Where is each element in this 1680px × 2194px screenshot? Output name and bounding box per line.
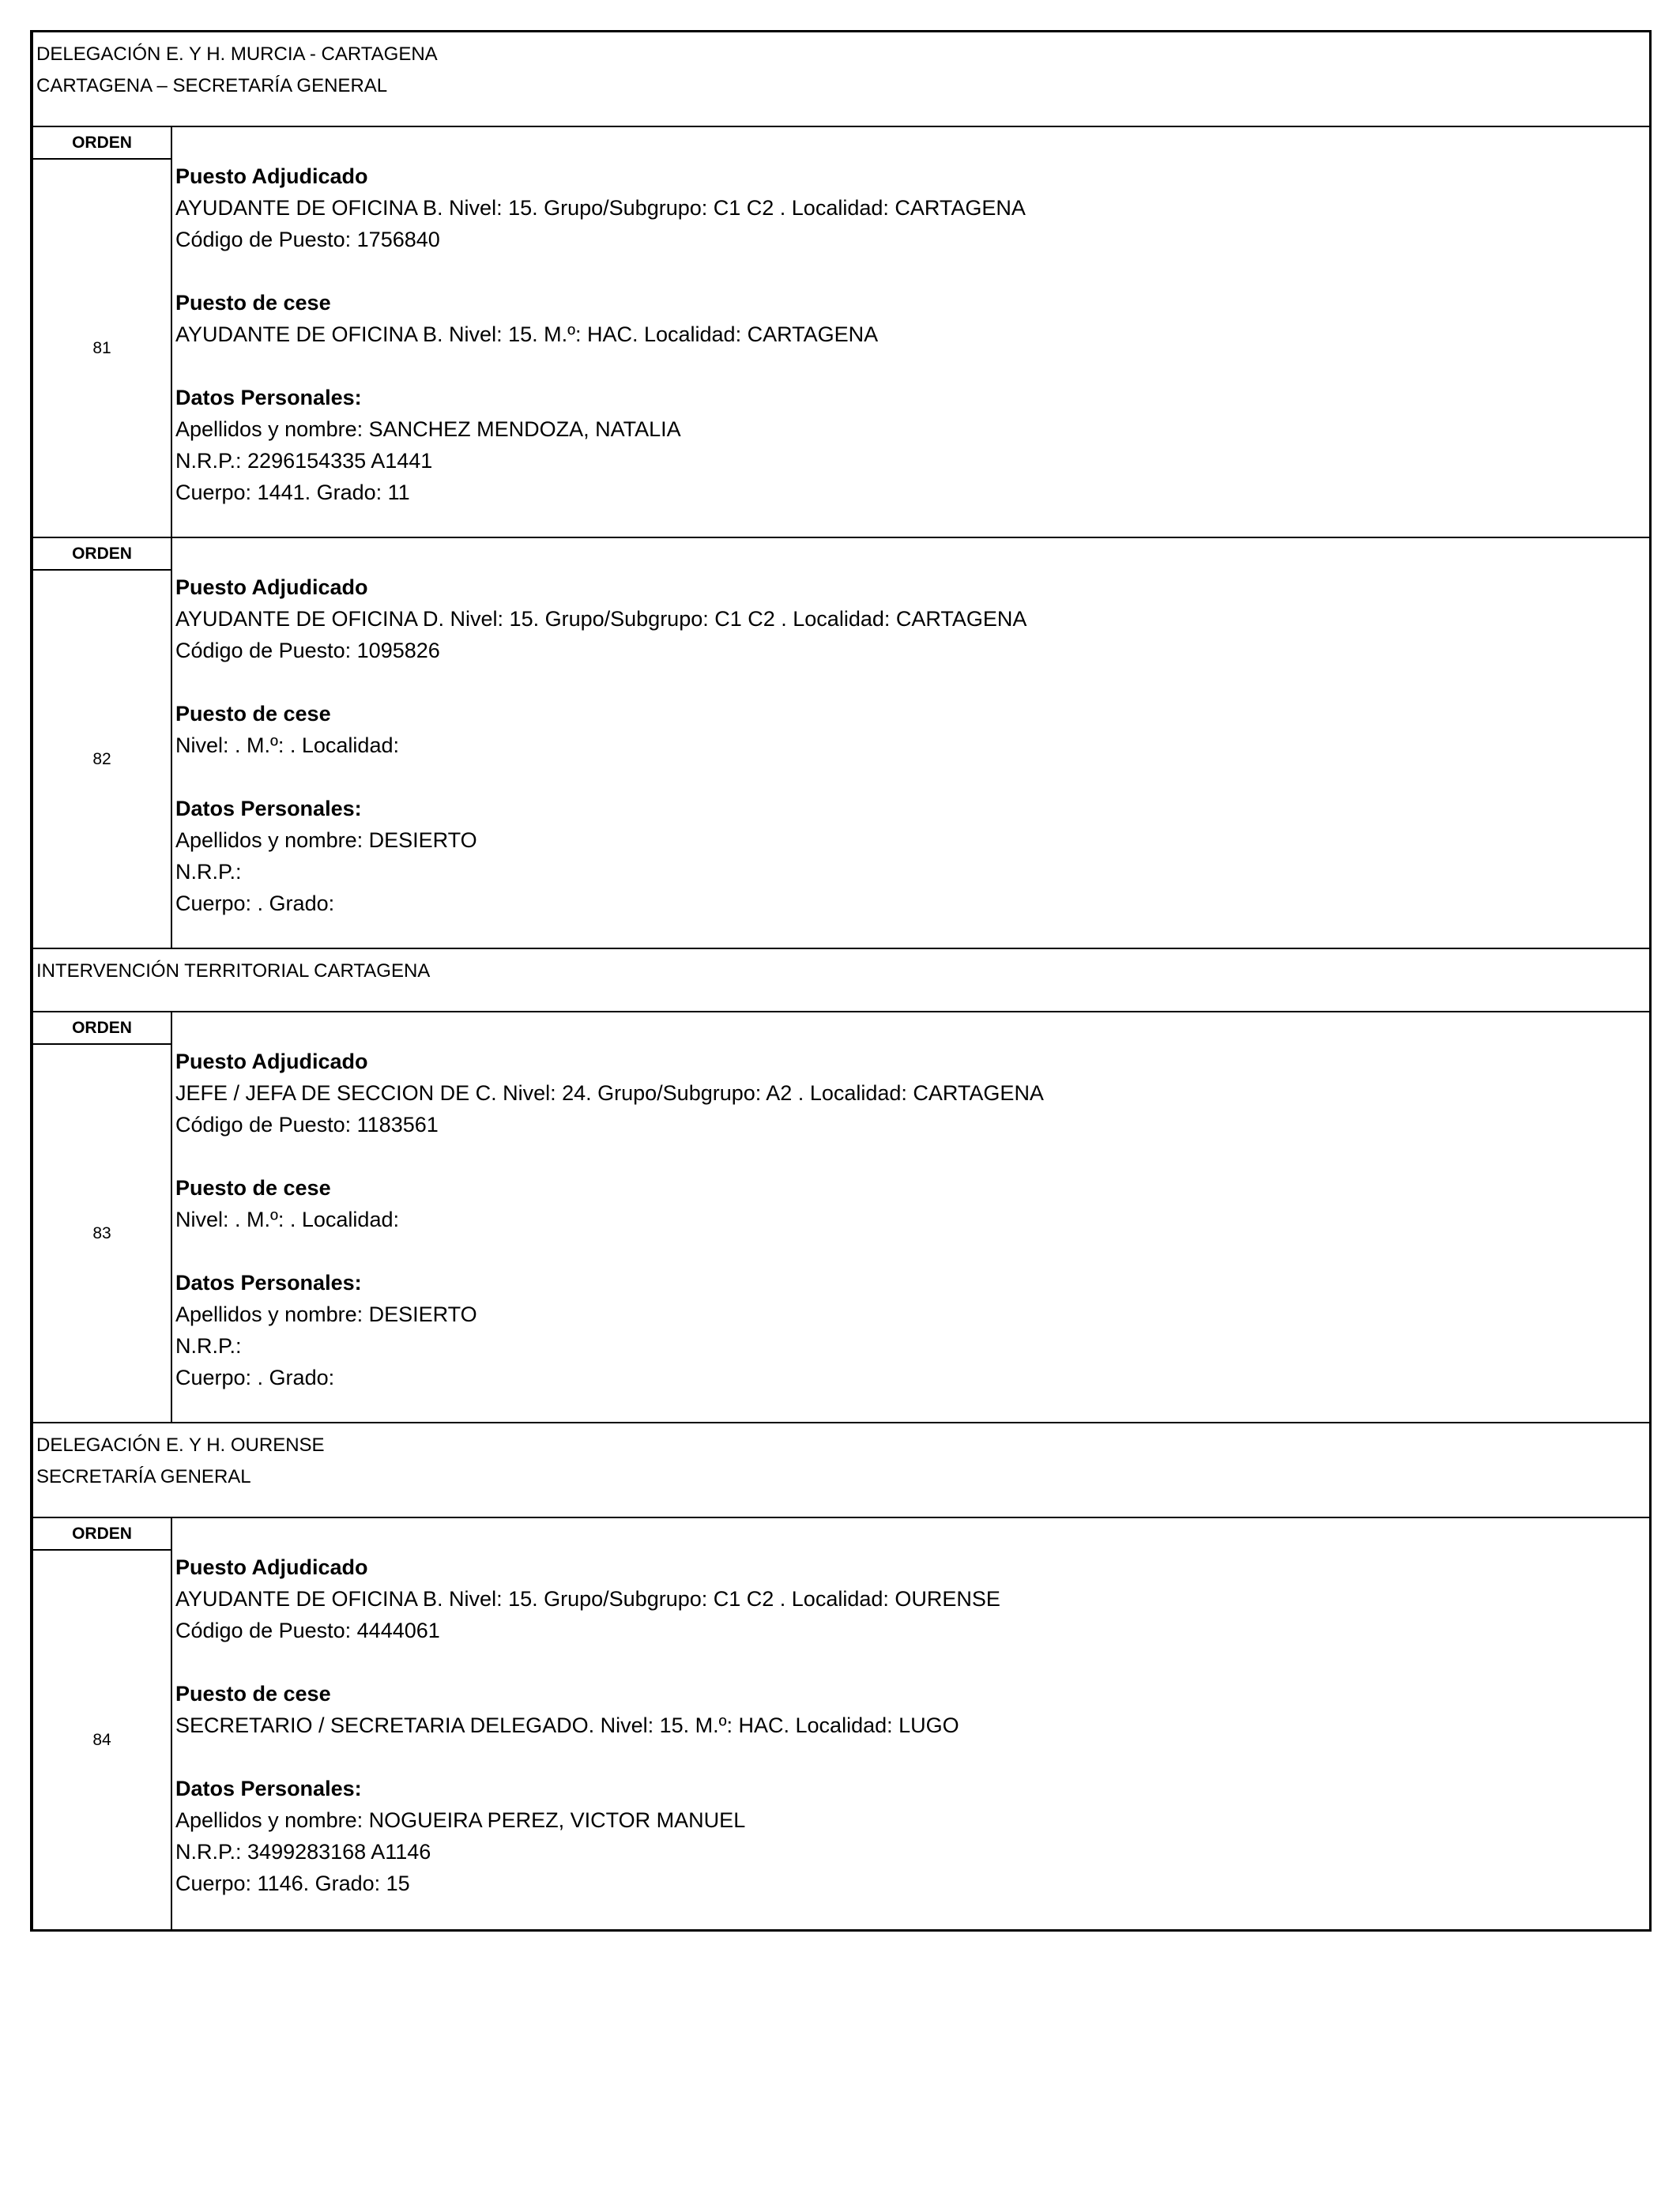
section-header-line: DELEGACIÓN E. Y H. OURENSE [36, 1434, 325, 1456]
datos-personales-heading: Datos Personales: [175, 797, 362, 820]
puesto-adjudicado-value: AYUDANTE DE OFICINA D. Nivel: 15. Grupo/Subgrupo: C1 C2 . Localidad: CARTAGENA [175, 607, 1027, 631]
puesto-adjudicado-heading: Puesto Adjudicado [175, 1050, 368, 1073]
orden-column [33, 538, 172, 948]
section-header-line: CARTAGENA – SECRETARÍA GENERAL [36, 75, 388, 96]
puesto-cese-value: Nivel: . M.º: . Localidad: [175, 1208, 399, 1231]
cuerpo-grado: Cuerpo: 1146. Grado: 15 [175, 1872, 410, 1895]
orden-label: ORDEN [33, 1518, 171, 1551]
orden-column [33, 1518, 172, 1929]
cuerpo-grado: Cuerpo: . Grado: [175, 1366, 335, 1389]
entry-row [33, 1012, 1649, 1423]
codigo-puesto: Código de Puesto: 1095826 [175, 639, 440, 662]
orden-number: 82 [92, 749, 111, 768]
cuerpo-grado: Cuerpo: 1441. Grado: 11 [175, 481, 410, 504]
apellidos-nombre: Apellidos y nombre: SANCHEZ MENDOZA, NATALIA [175, 417, 681, 441]
orden-label: ORDEN [33, 538, 171, 571]
section-header [33, 32, 1649, 127]
datos-personales-heading: Datos Personales: [175, 1777, 362, 1800]
datos-personales-heading: Datos Personales: [175, 1271, 362, 1295]
puesto-adjudicado-heading: Puesto Adjudicado [175, 1555, 368, 1579]
orden-label: ORDEN [33, 127, 171, 160]
puesto-cese-heading: Puesto de cese [175, 702, 331, 726]
puesto-adjudicado-heading: Puesto Adjudicado [175, 164, 368, 188]
nrp: N.R.P.: [175, 860, 242, 884]
entry-row [33, 127, 1649, 538]
orden-number: 81 [92, 338, 111, 357]
puesto-adjudicado-value: AYUDANTE DE OFICINA B. Nivel: 15. Grupo/Subgrupo: C1 C2 . Localidad: OURENSE [175, 1587, 1000, 1611]
apellidos-nombre: Apellidos y nombre: NOGUEIRA PEREZ, VICTOR MANUEL [175, 1808, 746, 1832]
puesto-adjudicado-value: AYUDANTE DE OFICINA B. Nivel: 15. Grupo/Subgrupo: C1 C2 . Localidad: CARTAGENA [175, 196, 1026, 220]
orden-number: 84 [92, 1730, 111, 1749]
orden-label: ORDEN [33, 1012, 171, 1045]
codigo-puesto: Código de Puesto: 1756840 [175, 228, 440, 251]
puesto-cese-heading: Puesto de cese [175, 1682, 331, 1706]
orden-number: 83 [92, 1223, 111, 1242]
puesto-adjudicado-value: JEFE / JEFA DE SECCION DE C. Nivel: 24. Grupo/Subgrupo: A2 . Localidad: CARTAGENA [175, 1081, 1044, 1105]
entry-content [172, 538, 1649, 948]
puesto-adjudicado-heading: Puesto Adjudicado [175, 575, 368, 599]
orden-column [33, 1012, 172, 1422]
section-header-line: SECRETARÍA GENERAL [36, 1466, 251, 1487]
apellidos-nombre: Apellidos y nombre: DESIERTO [175, 1302, 477, 1326]
nrp: N.R.P.: 3499283168 A1146 [175, 1840, 431, 1864]
section-header [33, 949, 1649, 1012]
puesto-cese-value: Nivel: . M.º: . Localidad: [175, 733, 399, 757]
cuerpo-grado: Cuerpo: . Grado: [175, 892, 335, 915]
entry-content [172, 127, 1649, 537]
puesto-cese-value: SECRETARIO / SECRETARIA DELEGADO. Nivel: 15. M.º: HAC. Localidad: LUGO [175, 1713, 959, 1737]
document-table [30, 30, 1652, 1932]
datos-personales-heading: Datos Personales: [175, 386, 362, 409]
codigo-puesto: Código de Puesto: 4444061 [175, 1619, 440, 1642]
codigo-puesto: Código de Puesto: 1183561 [175, 1113, 439, 1137]
section-header [33, 1423, 1649, 1518]
puesto-cese-heading: Puesto de cese [175, 291, 331, 315]
entry-content [172, 1518, 1649, 1929]
puesto-cese-heading: Puesto de cese [175, 1176, 331, 1200]
nrp: N.R.P.: 2296154335 A1441 [175, 449, 433, 473]
entry-row [33, 538, 1649, 949]
entry-row [33, 1518, 1649, 1929]
entry-content [172, 1012, 1649, 1422]
apellidos-nombre: Apellidos y nombre: DESIERTO [175, 828, 477, 852]
nrp: N.R.P.: [175, 1334, 242, 1358]
section-header-line: DELEGACIÓN E. Y H. MURCIA - CARTAGENA [36, 43, 438, 65]
puesto-cese-value: AYUDANTE DE OFICINA B. Nivel: 15. M.º: HAC. Localidad: CARTAGENA [175, 322, 879, 346]
section-header-line: INTERVENCIÓN TERRITORIAL CARTAGENA [36, 960, 431, 982]
orden-column [33, 127, 172, 537]
